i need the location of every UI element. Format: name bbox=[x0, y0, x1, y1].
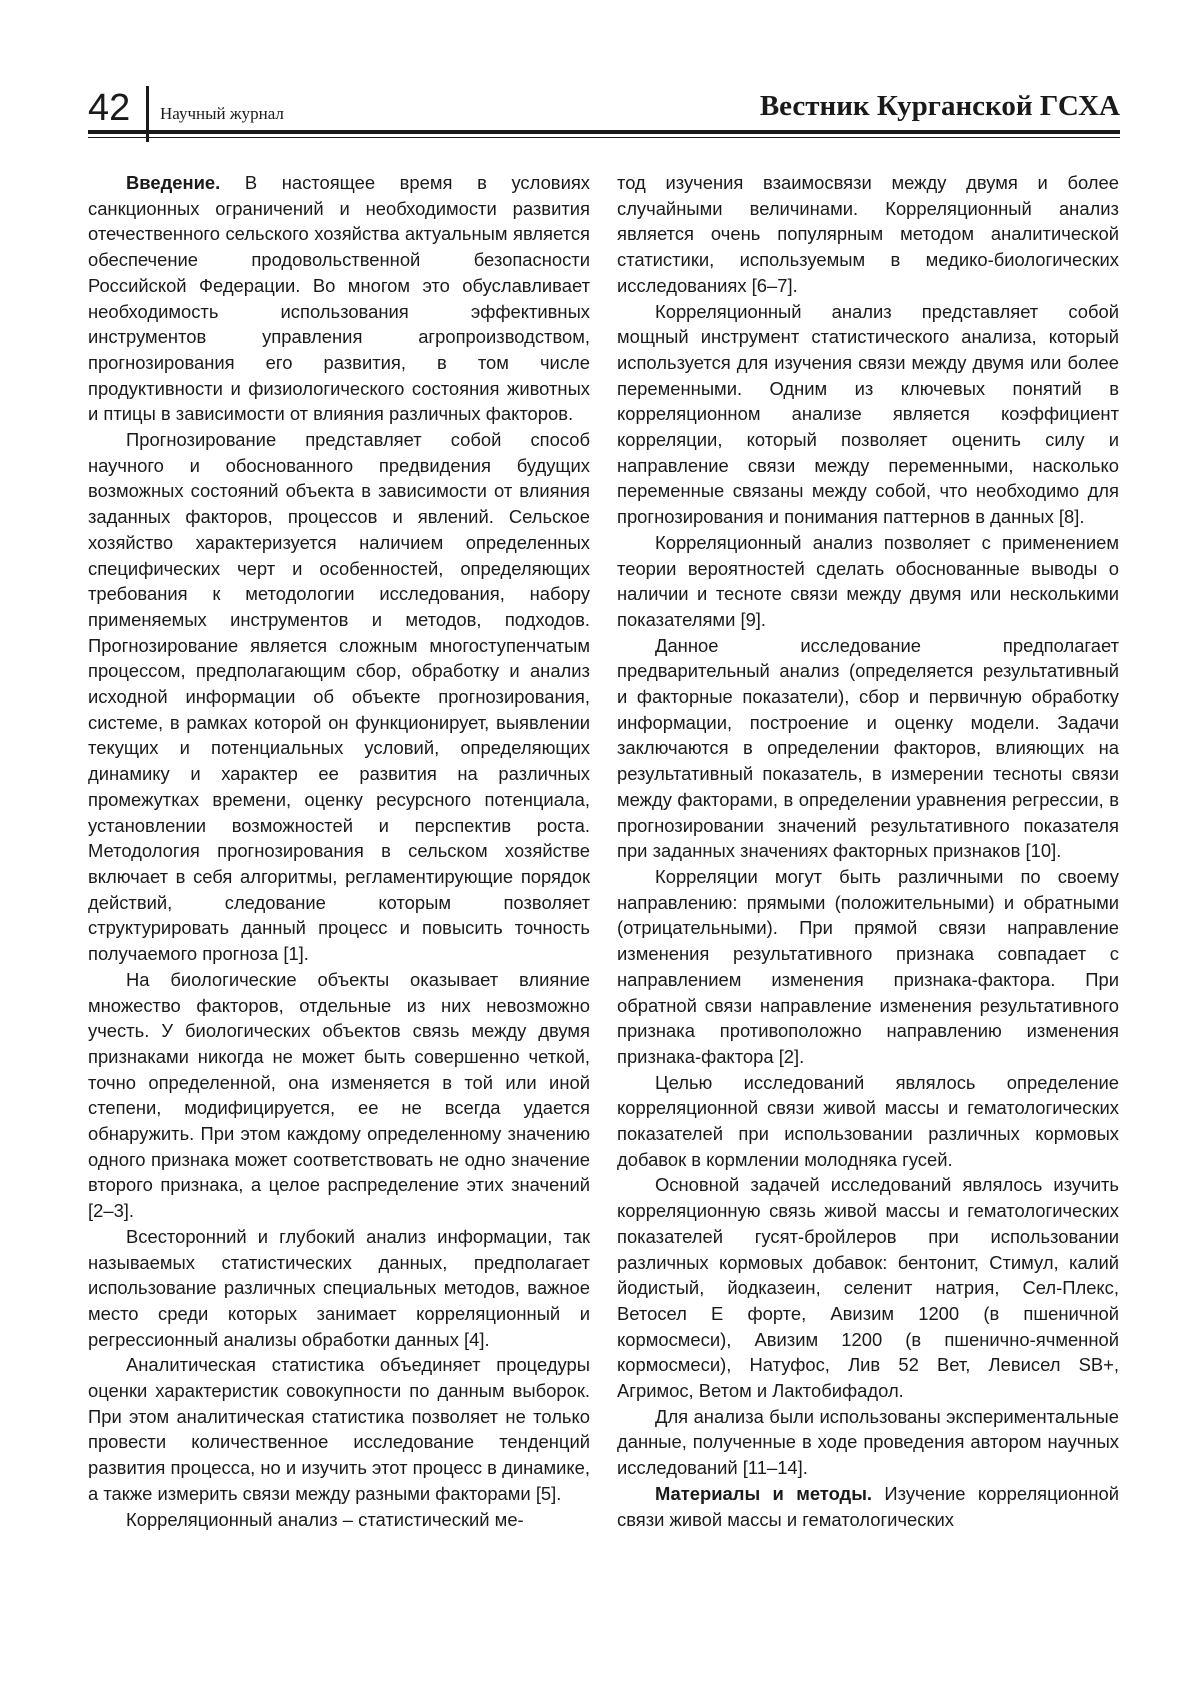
paragraph: Для анализа были использованы экспериментальные данные, полученные в ходе проведения автором научных исследований [11–14]. bbox=[617, 1405, 1119, 1479]
page-number: 42 bbox=[88, 87, 131, 129]
paragraph: Корреляционный анализ представляет собой мощный инструмент статистического анализа, который используется для изучения связи между двумя или более переменными. Одним из ключевых понятий в корреляционном анализе является коэффициент корреляции, который позволяет оценить силу и направление связи между переменными, насколько переменные связаны между собой, что необходимо для прогнозирования и понимания паттернов в данных [8]. bbox=[617, 300, 1119, 528]
paragraph: Целью исследований являлось определение корреляционной связи живой массы и гематологических показателей при использовании различных кормовых добавок в кормлении молодняка гусей. bbox=[617, 1071, 1119, 1170]
section-heading-introduction: Введение. bbox=[126, 172, 221, 193]
right-column bbox=[617, 170, 1119, 1532]
paragraph: На биологические объекты оказывает влияние множество факторов, отдельные из них невозможно учесть. У биологических объектов связь между двумя признаками никогда не может быть совершенно четкой, точно определенной, она изменяется в той или иной степени, модифицируется, ее не всегда удается обнаружить. При этом каждому определенному значению одного признака может соответствовать не одно значение второго признака, а целое распределение этих значений [2–3]. bbox=[88, 968, 590, 1222]
paragraph-introduction bbox=[88, 170, 590, 427]
paragraph: Корреляции могут быть различными по своему направлению: прямыми (положительными) и обратными (отрицательными). При прямой связи направление изменения результативного признака совпадает с направлением изменения признака-фактора. При обратной связи направление изменения результативного признака противоположно направлению изменения признака-фактора [2]. bbox=[617, 865, 1119, 1067]
header-rule-thick bbox=[88, 130, 1120, 134]
left-column bbox=[88, 170, 590, 1532]
paragraph: Прогнозирование представляет собой способ научного и обоснованного предвидения будущих возможных состояний объекта в зависимости от влияния заданных факторов, процессов и явлений. Сельское хозяйство характеризуется наличием определенных специфических черт и особенностей, определяющих требования к методологии исследования, набору применяемых инструментов и методов, подходов. Прогнозирование является сложным многоступенчатым процессом, предполагающим сбор, обработку и анализ исходной информации об объекте прогнозирования, системе, в рамках которой он функционирует, выявлении текущих и потенциальных условий, определяющих динамику и характер ее развития на различных промежутках времени, оценку ресурсного потенциала, установлении возможностей и перспектив роста. Методология прогнозирования в сельском хозяйстве включает в себя алгоритмы, регламентирующие порядок действий, следование которым позволяет структурировать данный процесс и повысить точность получаемого прогноза [1]. bbox=[88, 429, 590, 965]
section-heading-methods: Материалы и методы. bbox=[655, 1482, 873, 1504]
journal-name: Вестник Курганской ГСХА bbox=[759, 90, 1120, 122]
paragraph: Всесторонний и глубокий анализ информации, так называемых статистических данных, предполагает использование различных специальных методов, важное место среди которых занимает корреляционный и регрессионный анализы обработки данных [4]. bbox=[88, 1225, 590, 1350]
paragraph-continued: тод изучения взаимосвязи между двумя и более случайными величинами. Корреляционный анализ является очень популярным методом аналитической статистики, используемым в медико-биологических исследованиях [6–7]. bbox=[617, 172, 1119, 296]
paragraph: Данное исследование предполагает предварительный анализ (определяется результативный и факторные показатели), сбор и первичную обработку информации, построение и оценку модели. Задачи заключаются в определении факторов, влияющих на результативный показатель, в измерении тесноты связи между факторами, в определении уравнения регрессии, в прогнозировании значений результативного показателя при заданных значениях факторных признаков [10]. bbox=[617, 634, 1119, 862]
header-rule-thin bbox=[88, 137, 1120, 138]
paragraph-text: В настоящее время в условиях санкционных ограничений и необходимости развития отечественного сельского хозяйства актуальным является обеспечение продовольственной безопасности Российской Федерации. Во многом это обуславливает необходимость использования эффективных инструментов управления агропроизводством, прогнозирования его развития, в том числе продуктивности и физиологического состояния животных и птицы в зависимости от влияния различных факторов. bbox=[88, 172, 590, 425]
paragraph: Корреляционный анализ позволяет с применением теории вероятностей сделать обоснованные выводы о наличии и тесноте связи между двумя или несколькими показателями [9]. bbox=[617, 531, 1119, 630]
paragraph-text: Изучение корреляционной связи живой массы и гематологических bbox=[617, 1482, 1119, 1530]
paragraph: Основной задачей исследований являлось изучить корреляционную связь живой массы и гематологических показателей гусят-бройлеров при использовании различных кормовых добавок: бентонит, Стимул, калий йодистый, йодказеин, селенит натрия, Сел-Плекс, Ветосел Е форте, Авизим 1200 (в пшеничной кормосмеси), Авизим 1200 (в пшенично-ячменной кормосмеси), Натуфос, Лив 52 Вет, Левисел SB+, Агримос, Ветом и Лактобифадол. bbox=[617, 1174, 1119, 1402]
paragraph: Корреляционный анализ – статистический ме- bbox=[126, 1508, 524, 1530]
paragraph-methods bbox=[617, 1481, 1119, 1532]
journal-type: Научный журнал bbox=[160, 104, 284, 123]
paragraph: Аналитическая статистика объединяет процедуры оценки характеристик совокупности по данным выборок. При этом аналитическая статистика позволяет не только провести количественное исследование тенденций развития процесса, но и изучить этот процесс в динамике, а также измерить связи между разными факторами [5]. bbox=[88, 1354, 590, 1504]
